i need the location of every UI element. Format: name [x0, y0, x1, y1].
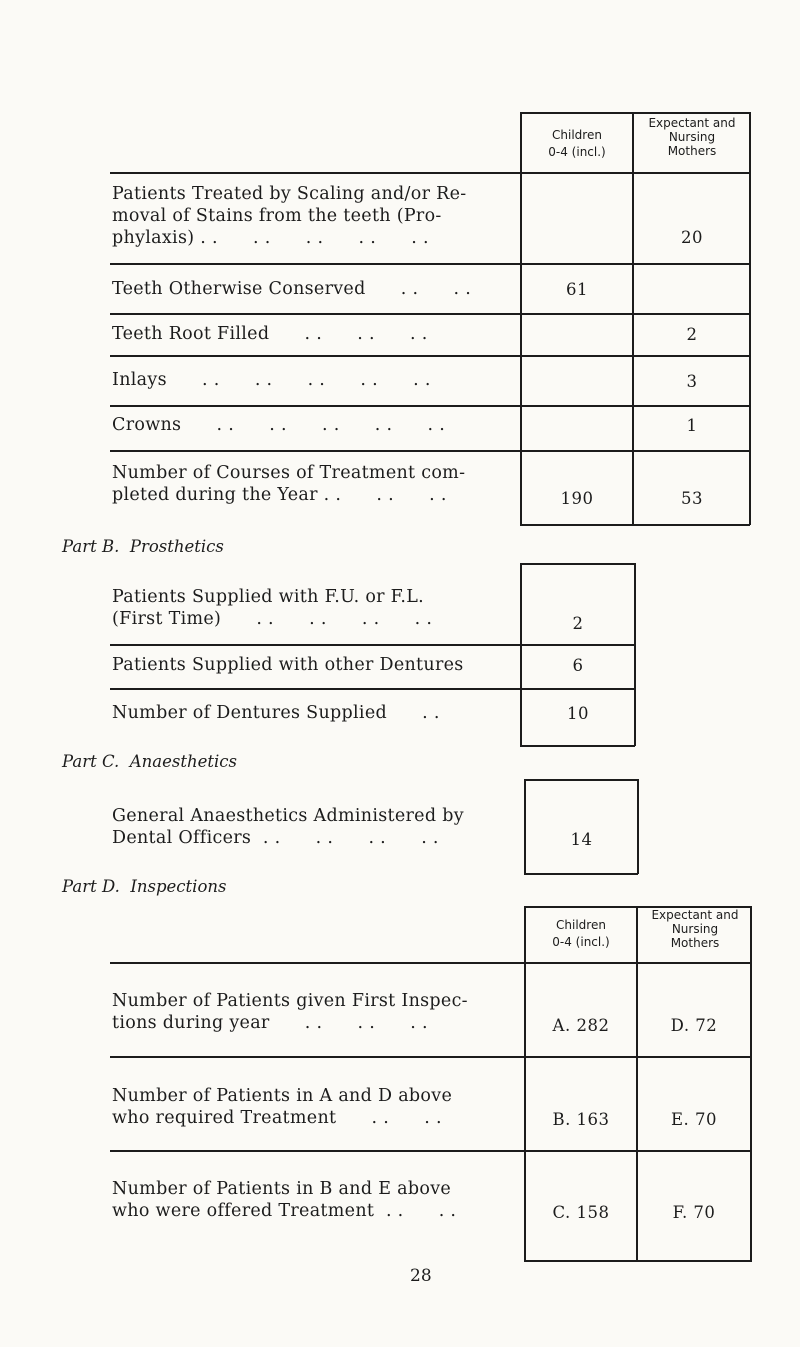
cell-first-inspections-mothers: D. 72 [670, 1016, 718, 1035]
cell-inlays-mothers: 3 [686, 372, 698, 391]
row-label-inlays: Inlays . . . . . . . . . . [112, 370, 431, 390]
cell-crowns-mothers: 1 [686, 416, 698, 435]
part-b-heading: Part B. Prosthetics [62, 537, 224, 556]
row-label-dentures-supplied: Number of Dentures Supplied . . [112, 703, 440, 723]
page-number: 28 [410, 1266, 432, 1286]
table-a-row-rule [110, 450, 750, 452]
table-a-row-rule [110, 313, 750, 315]
row-label-courses: Number of Courses of Treatment com- pleted during the Year . . . . . . [112, 463, 466, 505]
table-a-top-rule [520, 112, 750, 114]
table-c-top-rule [524, 779, 638, 781]
column-header-mothers: Expectant and Nursing Mothers [651, 908, 739, 950]
row-label-fu-fl: Patients Supplied with F.U. or F.L. (First Time) . . . . . . . . [112, 587, 433, 629]
table-c-rule-left [524, 779, 526, 874]
row-label-anaesthetics: General Anaesthetics Administered by Dental Officers . . . . . . . . [112, 806, 464, 848]
cell-conserved-children: 61 [566, 280, 588, 299]
cell-scaling-mothers: 20 [681, 228, 703, 247]
table-a-rule-left [520, 112, 522, 525]
cell-dentures-supplied-value: 10 [567, 704, 589, 723]
table-a-bottom-rule [520, 524, 750, 526]
row-label-first-inspections: Number of Patients given First Inspec- tions during year . . . . . . [112, 991, 468, 1033]
row-label-required-treatment: Number of Patients in A and D above who required Treatment . . . . [112, 1086, 453, 1128]
row-label-offered-treatment: Number of Patients in B and E above who were offered Treatment . . . . [112, 1179, 457, 1221]
row-label-other-dentures: Patients Supplied with other Dentures [112, 655, 464, 675]
table-c-bottom-rule [524, 873, 638, 875]
cell-required-treatment-mothers: E. 70 [670, 1110, 718, 1129]
column-header-mothers: Expectant and Nursing Mothers [648, 116, 736, 158]
cell-offered-treatment-children: C. 158 [552, 1203, 610, 1222]
cell-other-dentures-value: 6 [572, 656, 584, 675]
row-label-scaling: Patients Treated by Scaling and/or Re- moval of Stains from the teeth (Pro- phylaxis) . . . . . . . . . . [112, 184, 467, 248]
cell-fu-fl-value: 2 [572, 614, 584, 633]
cell-first-inspections-children: A. 282 [552, 1016, 610, 1035]
cell-anaesthetics-value: 14 [570, 830, 593, 849]
cell-root-filled-mothers: 2 [686, 325, 698, 344]
table-a-row-rule [110, 263, 750, 265]
table-b-row-rule [110, 688, 635, 690]
table-d-row-rule [110, 1150, 752, 1152]
table-b-top-rule [520, 563, 635, 565]
column-header-children: Children 0-4 (incl.) [548, 128, 606, 159]
row-label-conserved: Teeth Otherwise Conserved . . . . [112, 279, 472, 299]
table-a-rule-right [749, 112, 751, 525]
table-b-bottom-rule [520, 745, 635, 747]
row-label-crowns: Crowns . . . . . . . . . . [112, 415, 446, 435]
table-c-rule-right [637, 779, 639, 874]
table-a-row-rule [110, 355, 750, 357]
row-label-root-filled: Teeth Root Filled . . . . . . [112, 324, 428, 344]
table-d-row-rule [110, 1056, 752, 1058]
part-c-heading: Part C. Anaesthetics [62, 752, 237, 771]
cell-offered-treatment-mothers: F. 70 [672, 1203, 716, 1222]
cell-courses-mothers: 53 [681, 489, 703, 508]
table-d-header-rule [110, 962, 752, 964]
column-header-children: Children 0-4 (incl.) [552, 918, 610, 949]
cell-required-treatment-children: B. 163 [552, 1110, 610, 1129]
table-b-row-rule [110, 644, 635, 646]
table-a-rule-mid [632, 112, 634, 525]
part-d-heading: Part D. Inspections [62, 877, 227, 896]
table-d-rule-right [750, 906, 752, 1261]
table-b-rule-right [634, 563, 636, 746]
table-d-bottom-rule [524, 1260, 752, 1262]
cell-courses-children: 190 [560, 489, 594, 508]
table-a-header-rule [110, 172, 750, 174]
table-a-row-rule [110, 405, 750, 407]
